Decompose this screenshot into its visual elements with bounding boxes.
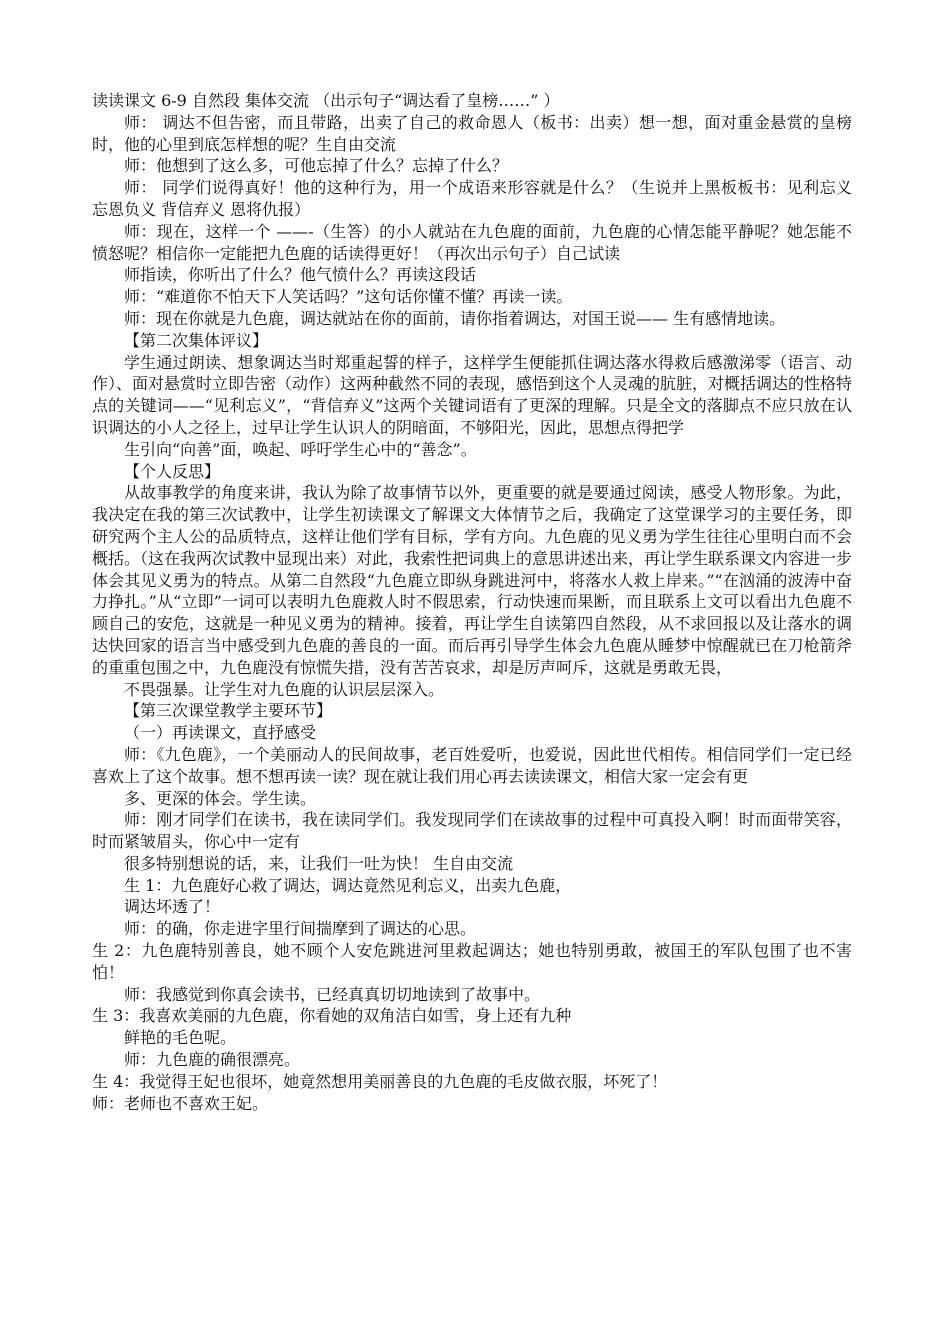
paragraph: 调达坏透了！: [124, 897, 221, 917]
paragraph: 生引向“向善”面，唤起、呼吁学生心中的“善念”。: [124, 439, 477, 459]
paragraph: 师：老师也不喜欢王妃。: [92, 1093, 269, 1113]
paragraph: 师：的确，你走进字里行间揣摩到了调达的心思。: [124, 919, 477, 939]
paragraph: 鲜艳的毛色呢。: [124, 1028, 237, 1048]
section-heading: 【第三次课堂教学主要环节】: [124, 701, 333, 721]
paragraph: 很多特别想说的话，来，让我们一吐为快！ 生自由交流: [124, 853, 514, 873]
paragraph: 生 1：九色鹿好心救了调达，调达竟然见利忘义，出卖九色鹿，: [124, 875, 572, 895]
paragraph: 多、更深的体会。学生读。: [124, 788, 317, 808]
paragraph: 师指读，你听出了什么？他气愤什么？再读这段话: [124, 265, 477, 285]
paragraph: 师：他想到了这么多，可他忘掉了什么？忘掉了什么？: [124, 156, 509, 176]
paragraph: 师：现在，这样一个 ——-（生答）的小人就站在九色鹿的面前，九色鹿的心情怎能平静呢？她怎能不愤怒呢？相信你一定能把九色鹿的话读得更好！（再次出示句子）自己试读: [92, 221, 852, 263]
paragraph: 师： 调达不但告密，而且带路，出卖了自己的救命恩人（板书：出卖）想一想，面对重金悬赏的皇榜时，他的心里到底怎样想的呢？生自由交流: [92, 112, 852, 154]
paragraph: 生 3：我喜欢美丽的九色鹿，你看她的双角洁白如雪，身上还有九种: [92, 1006, 572, 1026]
paragraph: 学生通过朗读、想象调达当时郑重起誓的样子，这样学生便能抓住调达落水得救后感激涕零（语言、动作）、面对悬赏时立即告密（动作）这两种截然不同的表现，感悟到这个人灵魂的肮脏，对概括调达的性格特点的关键词——“见利忘义”，“背信弃义”这两个关键词语有了更深的理解。只是全文的落脚点不应只放在认识调达的小人之径上，过早让学生认识人的阴暗面，不够阳光，因此，思想点得把学: [92, 352, 853, 437]
paragraph: 师： 同学们说得真好！他的这种行为，用一个成语来形容就是什么？（生说并上黑板板书：见利忘义 忘恩负义 背信弃义 恩将仇报）: [92, 178, 852, 219]
paragraph: 生 4：我觉得王妃也很坏，她竟然想用美丽善良的九色鹿的毛皮做衣服，坏死了！: [92, 1071, 668, 1091]
paragraph: 师：《九色鹿》，一个美丽动人的民间故事，老百姓爱听，也爱说，因此世代相传。相信同学们一定已经喜欢上了这个故事。想不想再读一读？现在就让我们用心再去读读课文，相信大家一定会有更: [92, 744, 852, 786]
paragraph: 读读课文 6-9 自然段 集体交流 （出示句子“调达看了皇榜……” ）: [92, 91, 560, 110]
paragraph: 师：我感觉到你真会读书，已经真真切切地读到了故事中。: [124, 984, 541, 1004]
sub-heading: （一）再读课文，直抒感受: [124, 723, 317, 743]
paragraph: 师：刚才同学们在读书，我在读同学们。我发现同学们在读故事的过程中可真投入啊！时而面带笑容，时而紧皱眉头，你心中一定有: [92, 810, 852, 852]
section-heading: 【个人反思】: [124, 461, 221, 481]
paragraph: 生 2：九色鹿特别善良，她不顾个人安危跳进河里救起调达；她也特别勇敢，被国王的军队包围了也不害怕！: [92, 941, 852, 982]
section-heading: 【第二次集体评议】: [124, 330, 269, 350]
paragraph: 从故事教学的角度来讲，我认为除了故事情节以外，更重要的就是要通过阅读，感受人物形象。为此，我决定在我的第三次试教中，让学生初读课文了解课文大体情节之后，我确定了这堂课学习的主要任务，即研究两个主人公的品质特点，这样让他们学有目标，学有方向。九色鹿的见义勇为学生往往心里明白而不会概括。（这在我两次试教中显现出来）对此，我索性把词典上的意思讲述出来，再让学生联系课文内容进一步体会其见义勇为的特点。从第二自然段“九色鹿立即纵身跳进河中，将落水人救上岸来。”“在汹涌的波涛中奋力挣扎。”从“立即”一词可以表明九色鹿救人时不假思索，行动快速而果断，而且联系上文可以看出九色鹿不顾自己的安危，这就是一种见义勇为的精神。接着，再让学生自读第四自然段，从不求回报以及让落水的调达快回家的语言当中感受到九色鹿的善良的一面。而后再引导学生体会九色鹿从睡梦中惊醒就已在刀枪箭斧的重重包围之中，九色鹿没有惊慌失措，没有苦苦哀求，却是厉声呵斥，这就是勇敢无畏，: [92, 483, 853, 677]
paragraph: 不畏强暴。让学生对九色鹿的认识层层深入。: [124, 679, 445, 699]
paragraph: 师：“难道你不怕天下人笑话吗？”这句话你懂不懂？再读一读。: [124, 287, 573, 307]
paragraph: 师：现在你就是九色鹿，调达就站在你的面前，请你指着调达，对国王说—— 生有感情地读。: [124, 308, 786, 328]
paragraph: 师：九色鹿的确很漂亮。: [124, 1050, 301, 1070]
document-body: [92, 90, 852, 1114]
